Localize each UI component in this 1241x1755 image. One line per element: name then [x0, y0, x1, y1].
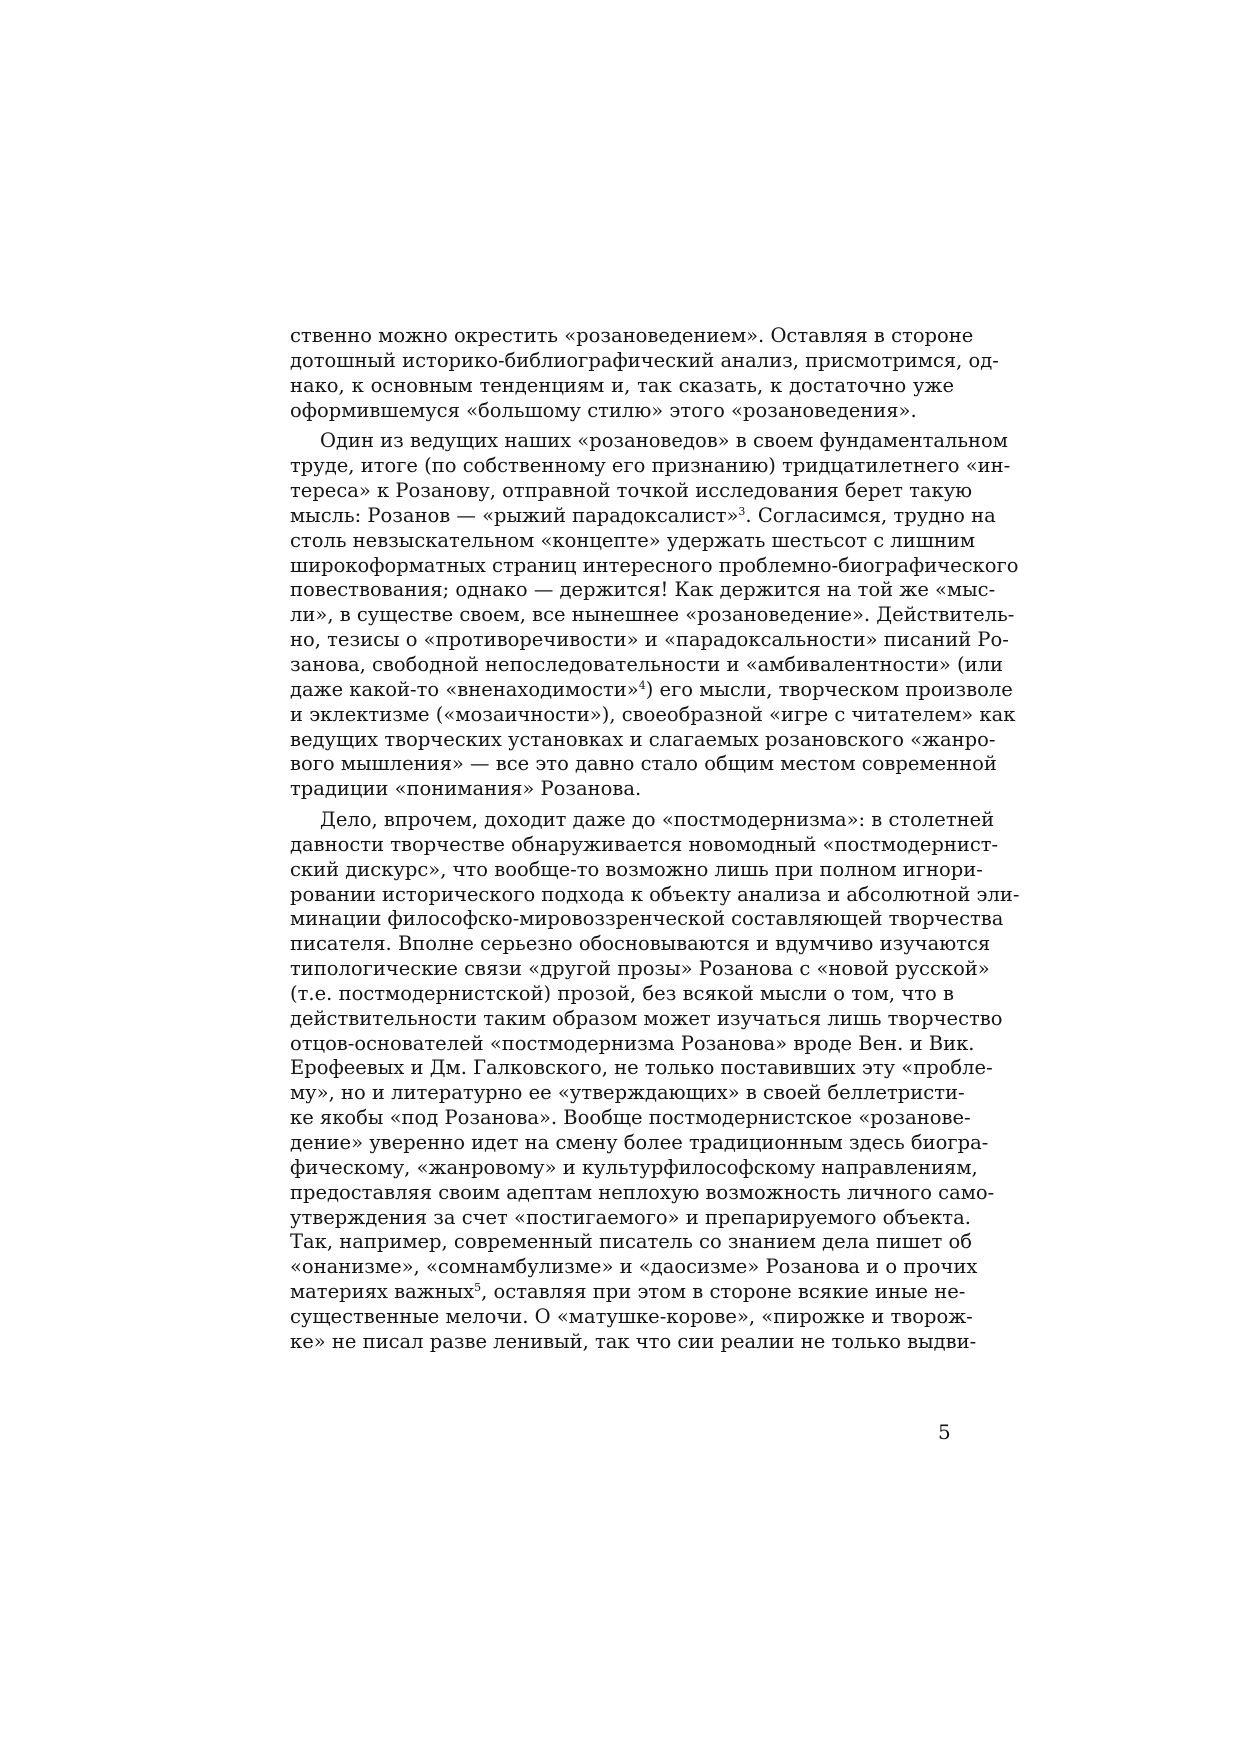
text-line: вого мышления» — все это давно стало общим местом современной: [290, 752, 997, 776]
text-line-with-footnote: [290, 503, 996, 529]
paragraph-3: [290, 808, 1020, 1355]
paragraph-2: [290, 429, 1019, 802]
text-line: ке якобы «под Розанова». Вообще постмодернистское «розанове-: [290, 1106, 971, 1130]
text-line: ственно можно окрестить «розановедением». Оставляя в стороне: [290, 324, 974, 347]
text-line: труде, итоге (по собственному его признанию) тридцатилетнего «ин-: [290, 454, 1011, 478]
text-line: ведущих творческих установках и слагаемых розановского «жанро-: [290, 727, 996, 751]
text-line: ке» не писал разве ленивый, так что сии реалии не только выдви-: [290, 1329, 977, 1353]
text-line: занова, свободной непоследовательности и «амбивалентности» (или: [290, 652, 1004, 676]
text-line: (т.е. постмодернистской) прозой, без всякой мысли о том, что в: [290, 981, 954, 1005]
text-line: ский дискурс», что вообще-то возможно лишь при полном игнори-: [290, 857, 983, 881]
text-line: ровании исторического подхода к объекту анализа и абсолютной эли-: [290, 882, 1020, 906]
text-line-with-footnote: [290, 677, 1013, 703]
footnote-marker: 4: [638, 678, 646, 692]
text-line-with-footnote: [290, 1280, 966, 1305]
text-line: ли», в существе своем, все нынешнее «розановедение». Действитель-: [290, 603, 1015, 627]
text-line: фическому, «жанровому» и культурфилософскому направлениям,: [290, 1155, 978, 1179]
text-line: и эклектизме («мозаичности»), своеобразной «игре с читателем» как: [290, 702, 1016, 726]
line-tail: . Согласимся, трудно на: [745, 503, 996, 527]
text-line: дение» уверенно идет на смену более традиционным здесь биогра-: [290, 1131, 989, 1154]
text-line: типологические связи «другой прозы» Розанова с «новой русской»: [290, 957, 990, 981]
text-line: минации философско-мировоззренческой составляющей творчества: [290, 907, 1004, 931]
text-line: отцов-основателей «постмодернизма Розанова» вроде Вен. и Вик.: [290, 1031, 975, 1055]
text-line: утверждения за счет «постигаемого» и препарируемого объекта.: [290, 1205, 971, 1229]
text-line: оформившемуся «большому стилю» этого «розановедения».: [290, 398, 917, 422]
text-line: Один из ведущих наших «розановедов» в своем фундаментальном: [320, 429, 1008, 453]
text-line: му», но и литературно ее «утверждающих» в своей беллетристи-: [290, 1081, 965, 1105]
text-line: нако, к основным тенденциям и, так сказать, к достаточно уже: [290, 373, 954, 397]
text-line: Так, например, современный писатель со знанием дела пишет об: [290, 1230, 972, 1254]
text-line: Ерофеевых и Дм. Галковского, не только поставивших эту «пробле-: [290, 1056, 993, 1080]
line-tail: , оставляя при этом в стороне всякие иные не-: [481, 1280, 966, 1304]
text-line: давности творчестве обнаруживается новомодный «постмодернист-: [290, 832, 999, 856]
text-line: «онанизме», «сомнамбулизме» и «даосизме» Розанова и о прочих: [290, 1255, 978, 1279]
text-line: действительности таким образом может изучаться лишь творчество: [290, 1006, 1003, 1030]
footnote-marker: 3: [738, 504, 746, 518]
text-line: тереса» к Розанову, отправной точкой исследования берет такую: [290, 479, 973, 503]
line-tail: ) его мысли, творческом произволе: [645, 677, 1013, 701]
text-line: широкоформатных страниц интересного проблемно-биографического: [290, 553, 1019, 577]
line-head: мысль: Розанов — «рыжий парадоксалист»: [290, 503, 739, 527]
text-line: столь невзыскательном «концепте» удержать шестьсот с лишним: [290, 528, 975, 552]
line-head: даже какой-то «вненаходимости»: [290, 677, 639, 701]
body-text: [290, 324, 1020, 1355]
text-line: Дело, впрочем, доходит даже до «постмодернизма»: в столетней: [320, 808, 995, 832]
footnote-marker: 5: [474, 1281, 482, 1295]
text-line: существенные мелочи. О «матушке-корове», «пирожке и творож-: [290, 1304, 973, 1328]
text-line: традиции «понимания» Розанова.: [290, 777, 642, 801]
text-line: дотошный историко-библиографический анализ, присмотримся, од-: [290, 348, 999, 372]
page-number: 5: [938, 1420, 951, 1444]
text-line: повествования; однако — держится! Как держится на той же «мыс-: [290, 578, 996, 602]
text-line: но, тезисы о «противоречивости» и «парадоксальности» писаний Ро-: [290, 628, 1009, 652]
text-line: предоставляя своим адептам неплохую возможность личного само-: [290, 1180, 995, 1204]
line-head: материях важных: [290, 1280, 475, 1304]
text-line: писателя. Вполне серьезно обосновываются и вдумчиво изучаются: [290, 932, 991, 956]
paragraph-1: [290, 324, 999, 423]
